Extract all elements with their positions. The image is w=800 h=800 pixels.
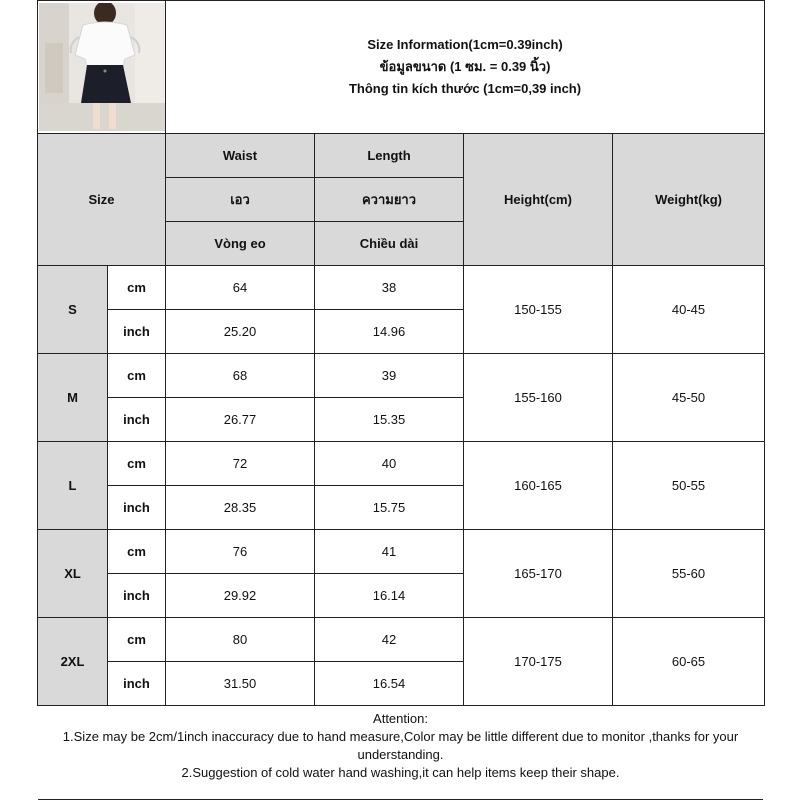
height-value: 150-155 [464, 266, 613, 354]
length-header-en: Length [315, 134, 464, 178]
length-inch-value: 14.96 [315, 310, 464, 354]
table-row [38, 618, 765, 662]
table-row [38, 266, 765, 310]
unit-inch: inch [108, 486, 166, 530]
product-photo [39, 3, 165, 131]
unit-cm: cm [108, 618, 166, 662]
length-cm-value: 40 [315, 442, 464, 486]
length-cm-value: 38 [315, 266, 464, 310]
waist-inch-value: 29.92 [166, 574, 315, 618]
product-photo-cell [38, 1, 166, 134]
waist-header-en: Waist [166, 134, 315, 178]
unit-inch: inch [108, 398, 166, 442]
length-inch-value: 16.14 [315, 574, 464, 618]
attention-line-1: 1.Size may be 2cm/1inch inaccuracy due to hand measure,Color may be little different due to monitor ,thanks for your understanding. [62, 729, 739, 762]
length-cm-value: 42 [315, 618, 464, 662]
waist-inch-value: 26.77 [166, 398, 315, 442]
unit-inch: inch [108, 310, 166, 354]
length-cm-value: 41 [315, 530, 464, 574]
attention-notes [38, 710, 763, 800]
weight-header: Weight(kg) [613, 134, 765, 266]
table-row [38, 530, 765, 574]
length-header-vi: Chiều dài [315, 222, 464, 266]
waist-inch-value: 28.35 [166, 486, 315, 530]
attention-heading: Attention: [373, 711, 428, 726]
size-header: Size [38, 134, 166, 266]
size-label: L [38, 442, 108, 530]
weight-value: 55-60 [613, 530, 765, 618]
size-label: 2XL [38, 618, 108, 706]
waist-header-vi: Vòng eo [166, 222, 315, 266]
unit-cm: cm [108, 266, 166, 310]
length-inch-value: 15.35 [315, 398, 464, 442]
unit-cm: cm [108, 442, 166, 486]
length-inch-value: 15.75 [315, 486, 464, 530]
unit-cm: cm [108, 354, 166, 398]
waist-cm-value: 64 [166, 266, 315, 310]
table-row [38, 442, 765, 486]
height-value: 160-165 [464, 442, 613, 530]
waist-header-th: เอว [166, 178, 315, 222]
size-info-title [166, 1, 765, 134]
title-thai: ข้อมูลขนาด (1 ซม. = 0.39 นิ้ว) [379, 59, 551, 74]
size-label: M [38, 354, 108, 442]
height-value: 155-160 [464, 354, 613, 442]
height-header: Height(cm) [464, 134, 613, 266]
waist-cm-value: 72 [166, 442, 315, 486]
unit-cm: cm [108, 530, 166, 574]
height-value: 170-175 [464, 618, 613, 706]
waist-inch-value: 31.50 [166, 662, 315, 706]
waist-cm-value: 80 [166, 618, 315, 662]
height-value: 165-170 [464, 530, 613, 618]
waist-cm-value: 68 [166, 354, 315, 398]
weight-value: 45-50 [613, 354, 765, 442]
title-vietnamese: Thông tin kích thước (1cm=0,39 inch) [348, 81, 582, 96]
size-chart-table [37, 0, 765, 706]
unit-inch: inch [108, 662, 166, 706]
length-inch-value: 16.54 [315, 662, 464, 706]
length-cm-value: 39 [315, 354, 464, 398]
weight-value: 40-45 [613, 266, 765, 354]
unit-inch: inch [108, 574, 166, 618]
size-label: XL [38, 530, 108, 618]
title-english: Size Information(1cm=0.39inch) [367, 37, 563, 52]
table-row [38, 354, 765, 398]
weight-value: 50-55 [613, 442, 765, 530]
waist-inch-value: 25.20 [166, 310, 315, 354]
attention-line-2: 2.Suggestion of cold water hand washing,it can help items keep their shape. [181, 765, 620, 780]
size-label: S [38, 266, 108, 354]
length-header-th: ความยาว [315, 178, 464, 222]
waist-cm-value: 76 [166, 530, 315, 574]
weight-value: 60-65 [613, 618, 765, 706]
